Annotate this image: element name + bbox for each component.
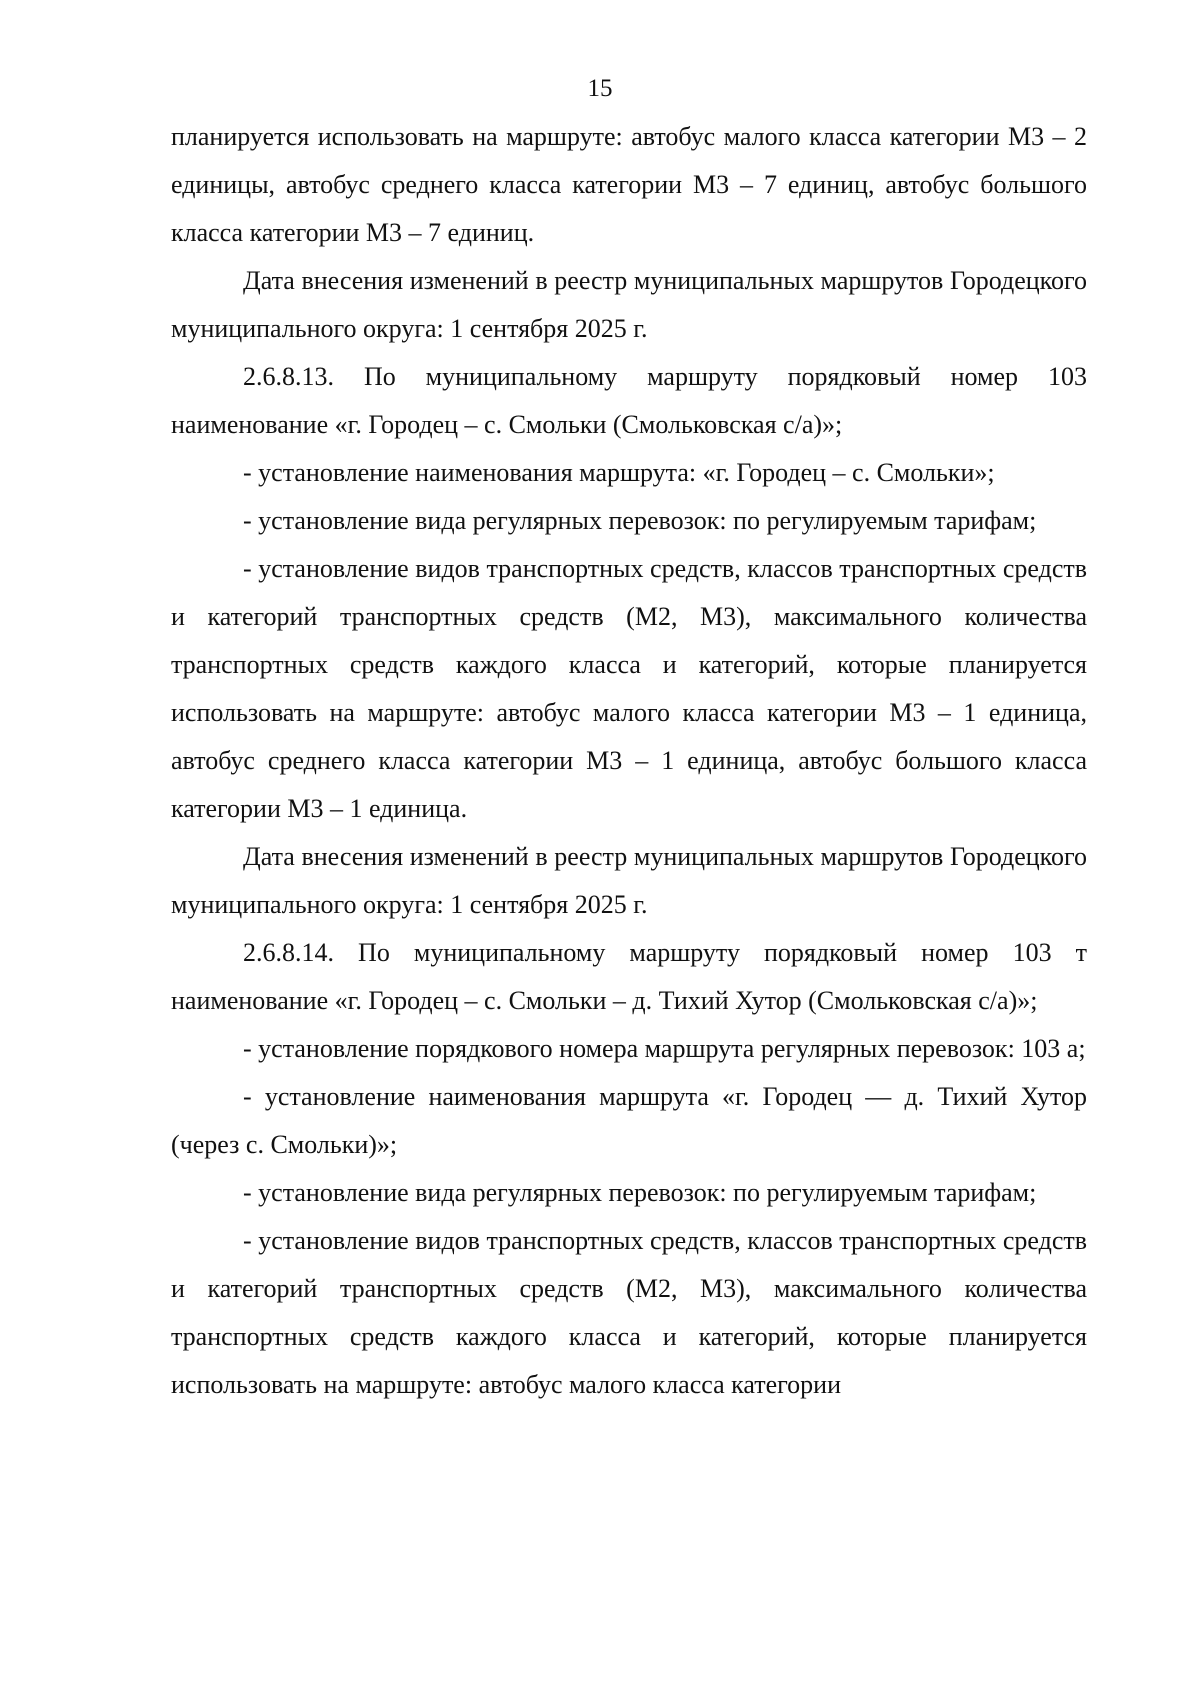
paragraph-continuation: планируется использовать на маршруте: автобус малого класса категории М3 – 2 единицы, автобус среднего класса категории М3 – 7 единиц, автобус большого класса категории М3 – 7 единиц. — [171, 122, 1087, 247]
paragraph-section-2-6-8-13: 2.6.8.13. По муниципальному маршруту порядковый номер 103 наименование «г. Городец – с. Смольки (Смольковская с/а)»; — [171, 362, 1087, 439]
paragraph-route-name: - установление наименования маршрута: «г. Городец – с. Смольки»; — [243, 458, 995, 487]
paragraph-vehicle-classes: - установление видов транспортных средств, классов транспортных средств и категорий транспортных средств (М2, М3), максимального количества транспортных средств каждого класса и категорий, которые планируется использовать на маршруте: автобус малого класса категории М3 – 1 единица, автобус среднего класса категории М3 – 1 единица, автобус большого класса категории М3 – 1 единица. — [171, 554, 1087, 823]
paragraph-route-number: - установление порядкового номера маршрута регулярных перевозок: 103 а; — [243, 1034, 1086, 1063]
document-body — [171, 113, 1087, 1409]
paragraph-registry-date: Дата внесения изменений в реестр муниципальных маршрутов Городецкого муниципального округа: 1 сентября 2025 г. — [171, 266, 1087, 343]
paragraph-transport-type: - установление вида регулярных перевозок: по регулируемым тарифам; — [243, 506, 1037, 535]
page-number: 15 — [587, 75, 613, 102]
paragraph-section-2-6-8-14: 2.6.8.14. По муниципальному маршруту порядковый номер 103 т наименование «г. Городец – с. Смольки – д. Тихий Хутор (Смольковская с/а)»; — [171, 938, 1087, 1015]
paragraph-transport-type: - установление вида регулярных перевозок: по регулируемым тарифам; — [243, 1178, 1037, 1207]
paragraph-route-name: - установление наименования маршрута «г. Городец — д. Тихий Хутор (через с. Смольки)»; — [171, 1082, 1087, 1159]
paragraph-vehicle-classes: - установление видов транспортных средств, классов транспортных средств и категорий транспортных средств (М2, М3), максимального количества транспортных средств каждого класса и категорий, которые планируется использовать на маршруте: автобус малого класса категории — [171, 1226, 1087, 1399]
paragraph-registry-date: Дата внесения изменений в реестр муниципальных маршрутов Городецкого муниципального округа: 1 сентября 2025 г. — [171, 842, 1087, 919]
